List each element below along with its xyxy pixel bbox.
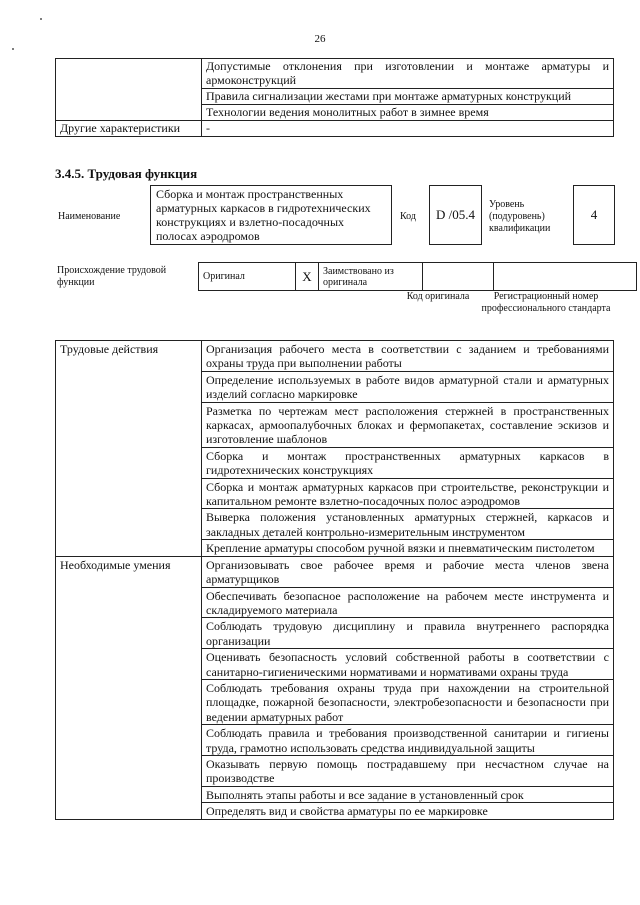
row-item: Крепление арматуры способом ручной вязки и пневматическим пистолетом xyxy=(202,540,614,556)
original-mark: X xyxy=(302,269,312,284)
row-item: Определение используемых в работе видов арматурной стали и арматурных изделий согласно маркировке xyxy=(202,371,614,402)
row-item: Выверка положения установленных арматурных стержней, каркасов и закладных деталей контрольно-измерительным инструментом xyxy=(202,509,614,540)
row-item: Соблюдать требования охраны труда при нахождении на строительной площадке, пожарной безопасности, электробезопасности и безопасности при ведении арматурных работ xyxy=(202,679,614,724)
row-category xyxy=(56,59,202,121)
borrowed-label: Заимствовано из оригинала xyxy=(323,265,394,288)
row-item: Соблюдать трудовую дисциплину и правила внутреннего распорядка организации xyxy=(202,618,614,649)
row-item: Допустимые отклонения при изготовлении и монтаже арматуры и армоконструкций xyxy=(202,59,614,89)
row-item: Организовывать свое рабочее время и рабочие места членов звена арматурщиков xyxy=(202,556,614,587)
origin-table xyxy=(198,262,637,291)
row-item: Соблюдать правила и требования производственной санитарии и гигиены труда, грамотно использовать средства индивидуальной защиты xyxy=(202,725,614,756)
original-cell xyxy=(199,263,296,291)
reg-caption: Регистрационный номер профессионального стандарта xyxy=(481,291,611,314)
row-category: Необходимые умения xyxy=(56,556,202,819)
code-caption: Код оригинала xyxy=(406,291,470,302)
row-category: Другие характеристики xyxy=(56,121,202,137)
code-label: Код xyxy=(400,211,416,222)
name-label: Наименование xyxy=(58,211,121,222)
row-item: - xyxy=(202,121,614,137)
reg-number-cell xyxy=(494,263,637,291)
scan-dot xyxy=(40,18,42,20)
row-item: Технологии ведения монолитных работ в зимнее время xyxy=(202,105,614,121)
table-row xyxy=(56,556,614,587)
row-category: Трудовые действия xyxy=(56,341,202,557)
function-name: Сборка и монтаж пространственных арматурных каркасов в гидротехнических конструкциях и взлетно-посадочных полосах аэродромов xyxy=(150,185,392,245)
row-item: Организация рабочего места в соответствии с заданием и требованиями охраны труда при выполнении работы xyxy=(202,341,614,372)
row-item: Обеспечивать безопасное расположение на рабочем месте инструмента и складируемого материала xyxy=(202,587,614,618)
row-item: Определять вид и свойства арматуры по ее маркировке xyxy=(202,803,614,819)
main-table xyxy=(55,340,614,820)
row-item: Выполнять этапы работы и все задание в установленный срок xyxy=(202,786,614,802)
row-item: Оценивать безопасность условий собственной работы в соответствии с санитарно-гигиеническими нормативами и нормативами охраны труда xyxy=(202,649,614,680)
origin-label: Происхождение трудовой функции xyxy=(57,265,167,288)
page-number: 26 xyxy=(314,33,326,45)
table-row xyxy=(56,341,614,372)
function-code: D /05.4 xyxy=(429,185,482,245)
table-row xyxy=(56,121,614,137)
row-item: Разметка по чертежам мест расположения стержней в пространственных каркасах, армоопалубочных блоках и фермопакетах, составление эскизов и изготовление шаблонов xyxy=(202,402,614,447)
row-item: Оказывать первую помощь пострадавшему при несчастном случае на производстве xyxy=(202,755,614,786)
section-title: 3.4.5. Трудовая функция xyxy=(55,166,198,181)
qualification-level: 4 xyxy=(573,185,615,245)
table-row xyxy=(56,59,614,89)
level-label: Уровень (подуровень) квалификации xyxy=(489,199,551,234)
scan-dot xyxy=(12,48,14,50)
top-table xyxy=(55,58,614,137)
original-label: Оригинал xyxy=(203,271,245,282)
row-item: Сборка и монтаж арматурных каркасов при строительстве, реконструкции и капитальном ремонте взлетно-посадочных полос аэродромов xyxy=(202,478,614,509)
original-mark-cell xyxy=(296,263,319,291)
original-code-cell xyxy=(423,263,494,291)
row-item: Правила сигнализации жестами при монтаже арматурных конструкций xyxy=(202,89,614,105)
borrowed-cell xyxy=(319,263,423,291)
row-item: Сборка и монтаж пространственных арматурных каркасов в гидротехнических конструкциях xyxy=(202,447,614,478)
